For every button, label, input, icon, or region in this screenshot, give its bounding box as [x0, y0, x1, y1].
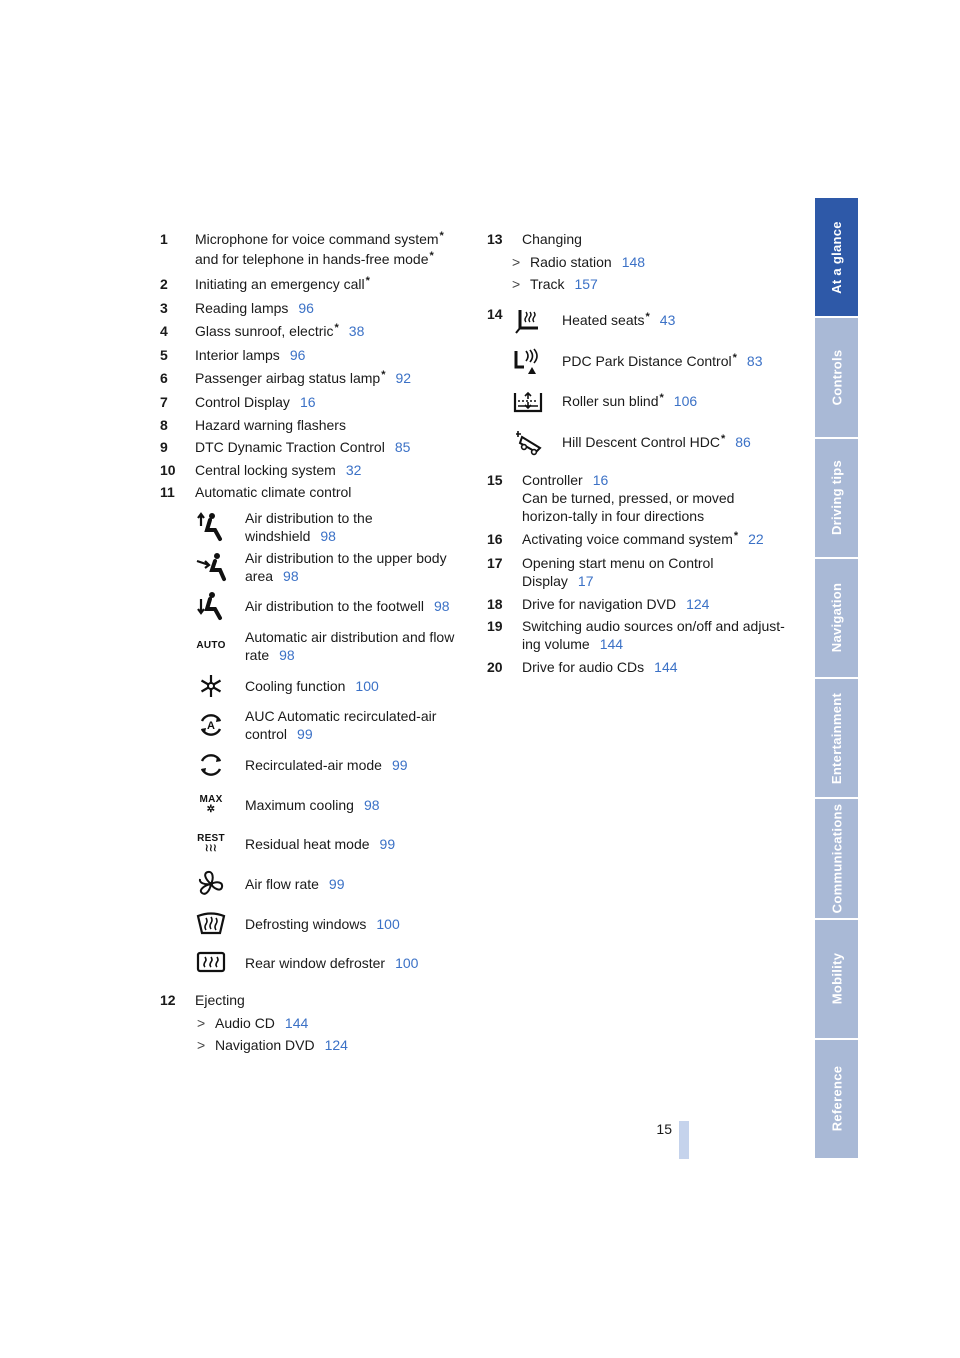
page-ref-link[interactable]: 96: [289, 347, 306, 363]
list-item: 8 Hazard warning flashers: [160, 416, 346, 433]
tab-reference[interactable]: Reference: [815, 1040, 858, 1160]
page-ref-link[interactable]: 32: [345, 461, 362, 478]
icon-row: MAX ✲ Maximum cooling 98: [195, 785, 465, 825]
page-number: 15: [656, 1121, 672, 1137]
page-ref-link[interactable]: 16: [592, 472, 609, 488]
page-ref-link[interactable]: 38: [348, 322, 365, 339]
fan-icon: [195, 869, 227, 899]
page-ref-link[interactable]: 99: [391, 756, 408, 773]
tab-navigation[interactable]: Navigation: [815, 559, 858, 679]
list-item: 18 Drive for navigation DVD 124: [487, 595, 710, 612]
list-item: 19 Switching audio sources on/off and adjust-ing volume 144: [487, 618, 785, 652]
icon-row: PDC Park Distance Control* 83: [512, 342, 787, 383]
icon-row: Cooling function 100: [195, 666, 465, 706]
sub-list-item: > Track 157: [512, 276, 598, 292]
defrost-windows-icon: [195, 909, 227, 939]
auto-icon: AUTO: [196, 639, 226, 651]
tab-driving-tips[interactable]: Driving tips: [815, 439, 858, 559]
page-ref-link[interactable]: 22: [748, 530, 764, 547]
icon-row: REST ≀≀≀ Residual heat mode 99: [195, 825, 465, 865]
left-column: [160, 230, 465, 1059]
chapter-tabs: [815, 198, 858, 1160]
page-ref-link[interactable]: 96: [298, 300, 314, 316]
bullet-arrow-icon: >: [512, 253, 521, 270]
pdc-icon: [512, 347, 544, 377]
icon-row: Recirculated-air mode 99: [195, 745, 465, 785]
sub-list-item: > Radio station 148: [512, 253, 646, 270]
icon-row: Air flow rate 99: [195, 864, 465, 904]
page-number-bar: [679, 1121, 689, 1159]
list-item: 17 Opening start menu on Control Display 17: [487, 555, 714, 589]
icon-row: Air distribution to the upper body area 98: [195, 547, 465, 587]
icon-row: Hill Descent Control HDC* 86: [512, 423, 787, 464]
page-ref-link[interactable]: 100: [355, 677, 379, 694]
page-ref-link[interactable]: 148: [621, 253, 646, 270]
page-ref-link[interactable]: 43: [659, 312, 676, 329]
page-ref-link[interactable]: 106: [673, 393, 698, 410]
sub-list-item: > Audio CD 144: [197, 1014, 309, 1031]
tab-mobility[interactable]: Mobility: [815, 920, 858, 1040]
icon-row: Defrosting windows 100: [195, 904, 465, 944]
list-item: 15 Controller 16 Can be turned, pressed, or moved horizon-tally in four directions: [487, 472, 735, 524]
list-item: 9 DTC Dynamic Traction Control 85: [160, 439, 411, 455]
climate-icon-table: [195, 507, 465, 983]
list-item: 3 Reading lamps 96: [160, 300, 314, 316]
page-ref-link[interactable]: 157: [574, 276, 598, 292]
page-ref-link[interactable]: 17: [577, 573, 594, 589]
tab-controls[interactable]: Controls: [815, 318, 858, 438]
recirculate-icon: [195, 750, 227, 780]
page-ref-link[interactable]: 144: [284, 1014, 309, 1031]
bullet-arrow-icon: >: [512, 276, 521, 292]
sub-list-item: > Navigation DVD 124: [197, 1037, 348, 1054]
residual-heat-icon: REST ≀≀≀: [197, 833, 225, 855]
max-cooling-icon: MAX ✲: [199, 793, 223, 815]
list-item: 6 Passenger airbag status lamp* 92: [160, 368, 412, 386]
icon-row: A AUC Automatic recirculated-air control 99: [195, 705, 465, 745]
list-item: 2 Initiating an emergency call*: [160, 274, 370, 292]
list-item: 7 Control Display 16: [160, 394, 316, 410]
list-item: 14: [487, 306, 503, 322]
page-ref-link[interactable]: 144: [599, 636, 624, 652]
page-ref-link[interactable]: 124: [324, 1037, 348, 1054]
icon-row: Rear window defroster 100: [195, 944, 465, 984]
list-item: 1 Microphone for voice command system* and for telephone in hands-free mode*: [160, 230, 444, 267]
page-ref-link[interactable]: 98: [320, 527, 336, 544]
icon-row: Air distribution to the windshield 98: [195, 507, 465, 547]
page-ref-link[interactable]: 16: [299, 394, 316, 410]
rear-defrost-icon: [195, 948, 227, 978]
list-item: 13 Changing: [487, 231, 582, 247]
list-item: 10 Central locking system 32: [160, 461, 362, 478]
list-item: 5 Interior lamps 96: [160, 347, 306, 363]
page-ref-link[interactable]: 83: [746, 352, 763, 369]
page-ref-link[interactable]: 100: [395, 955, 419, 972]
auc-recirculate-icon: [195, 710, 227, 740]
tab-at-a-glance[interactable]: At a glance: [815, 198, 858, 318]
icon-row: Heated seats* 43: [512, 301, 787, 342]
page-ref-link[interactable]: 98: [433, 598, 450, 615]
bullet-arrow-icon: >: [197, 1014, 206, 1031]
page-ref-link[interactable]: 99: [297, 726, 313, 743]
page-ref-link[interactable]: 124: [686, 595, 710, 612]
page-ref-link[interactable]: 99: [328, 876, 345, 893]
list-item: 12 Ejecting: [160, 992, 245, 1009]
page-ref-link[interactable]: 99: [379, 836, 396, 853]
list-item: 20 Drive for audio CDs 144: [487, 658, 678, 675]
list-item: 4 Glass sunroof, electric* 38: [160, 321, 365, 339]
air-footwell-icon: [195, 591, 227, 621]
page-ref-link[interactable]: 92: [395, 369, 412, 386]
page-ref-link[interactable]: 98: [283, 567, 299, 584]
list-item: 16 Activating voice command system* 22: [487, 529, 764, 547]
snowflake-icon: [195, 671, 227, 701]
icon-row: Air distribution to the footwell 98: [195, 586, 465, 626]
page-ref-link[interactable]: 98: [279, 646, 295, 663]
page-ref-link[interactable]: 100: [376, 915, 400, 932]
list-item: 11 Automatic climate control: [160, 484, 352, 500]
page-ref-link[interactable]: 98: [363, 796, 380, 813]
seat-icon-table: [512, 301, 787, 463]
air-windshield-icon: [195, 512, 227, 542]
tab-communications[interactable]: Communications: [815, 799, 858, 919]
tab-entertainment[interactable]: Entertainment: [815, 679, 858, 799]
page-ref-link[interactable]: 86: [735, 433, 751, 450]
roller-blind-icon: [512, 387, 544, 417]
bullet-arrow-icon: >: [197, 1037, 206, 1054]
page-ref-link[interactable]: 144: [654, 658, 678, 675]
hdc-icon: [512, 428, 544, 458]
icon-row: Roller sun blind* 106: [512, 382, 787, 423]
page-ref-link[interactable]: 85: [394, 439, 411, 455]
svg-text:A: A: [207, 720, 215, 733]
right-column: [487, 230, 787, 680]
air-upper-body-icon: [195, 552, 227, 582]
icon-row: AUTO Automatic air distribution and flow rate 98: [196, 628, 455, 663]
